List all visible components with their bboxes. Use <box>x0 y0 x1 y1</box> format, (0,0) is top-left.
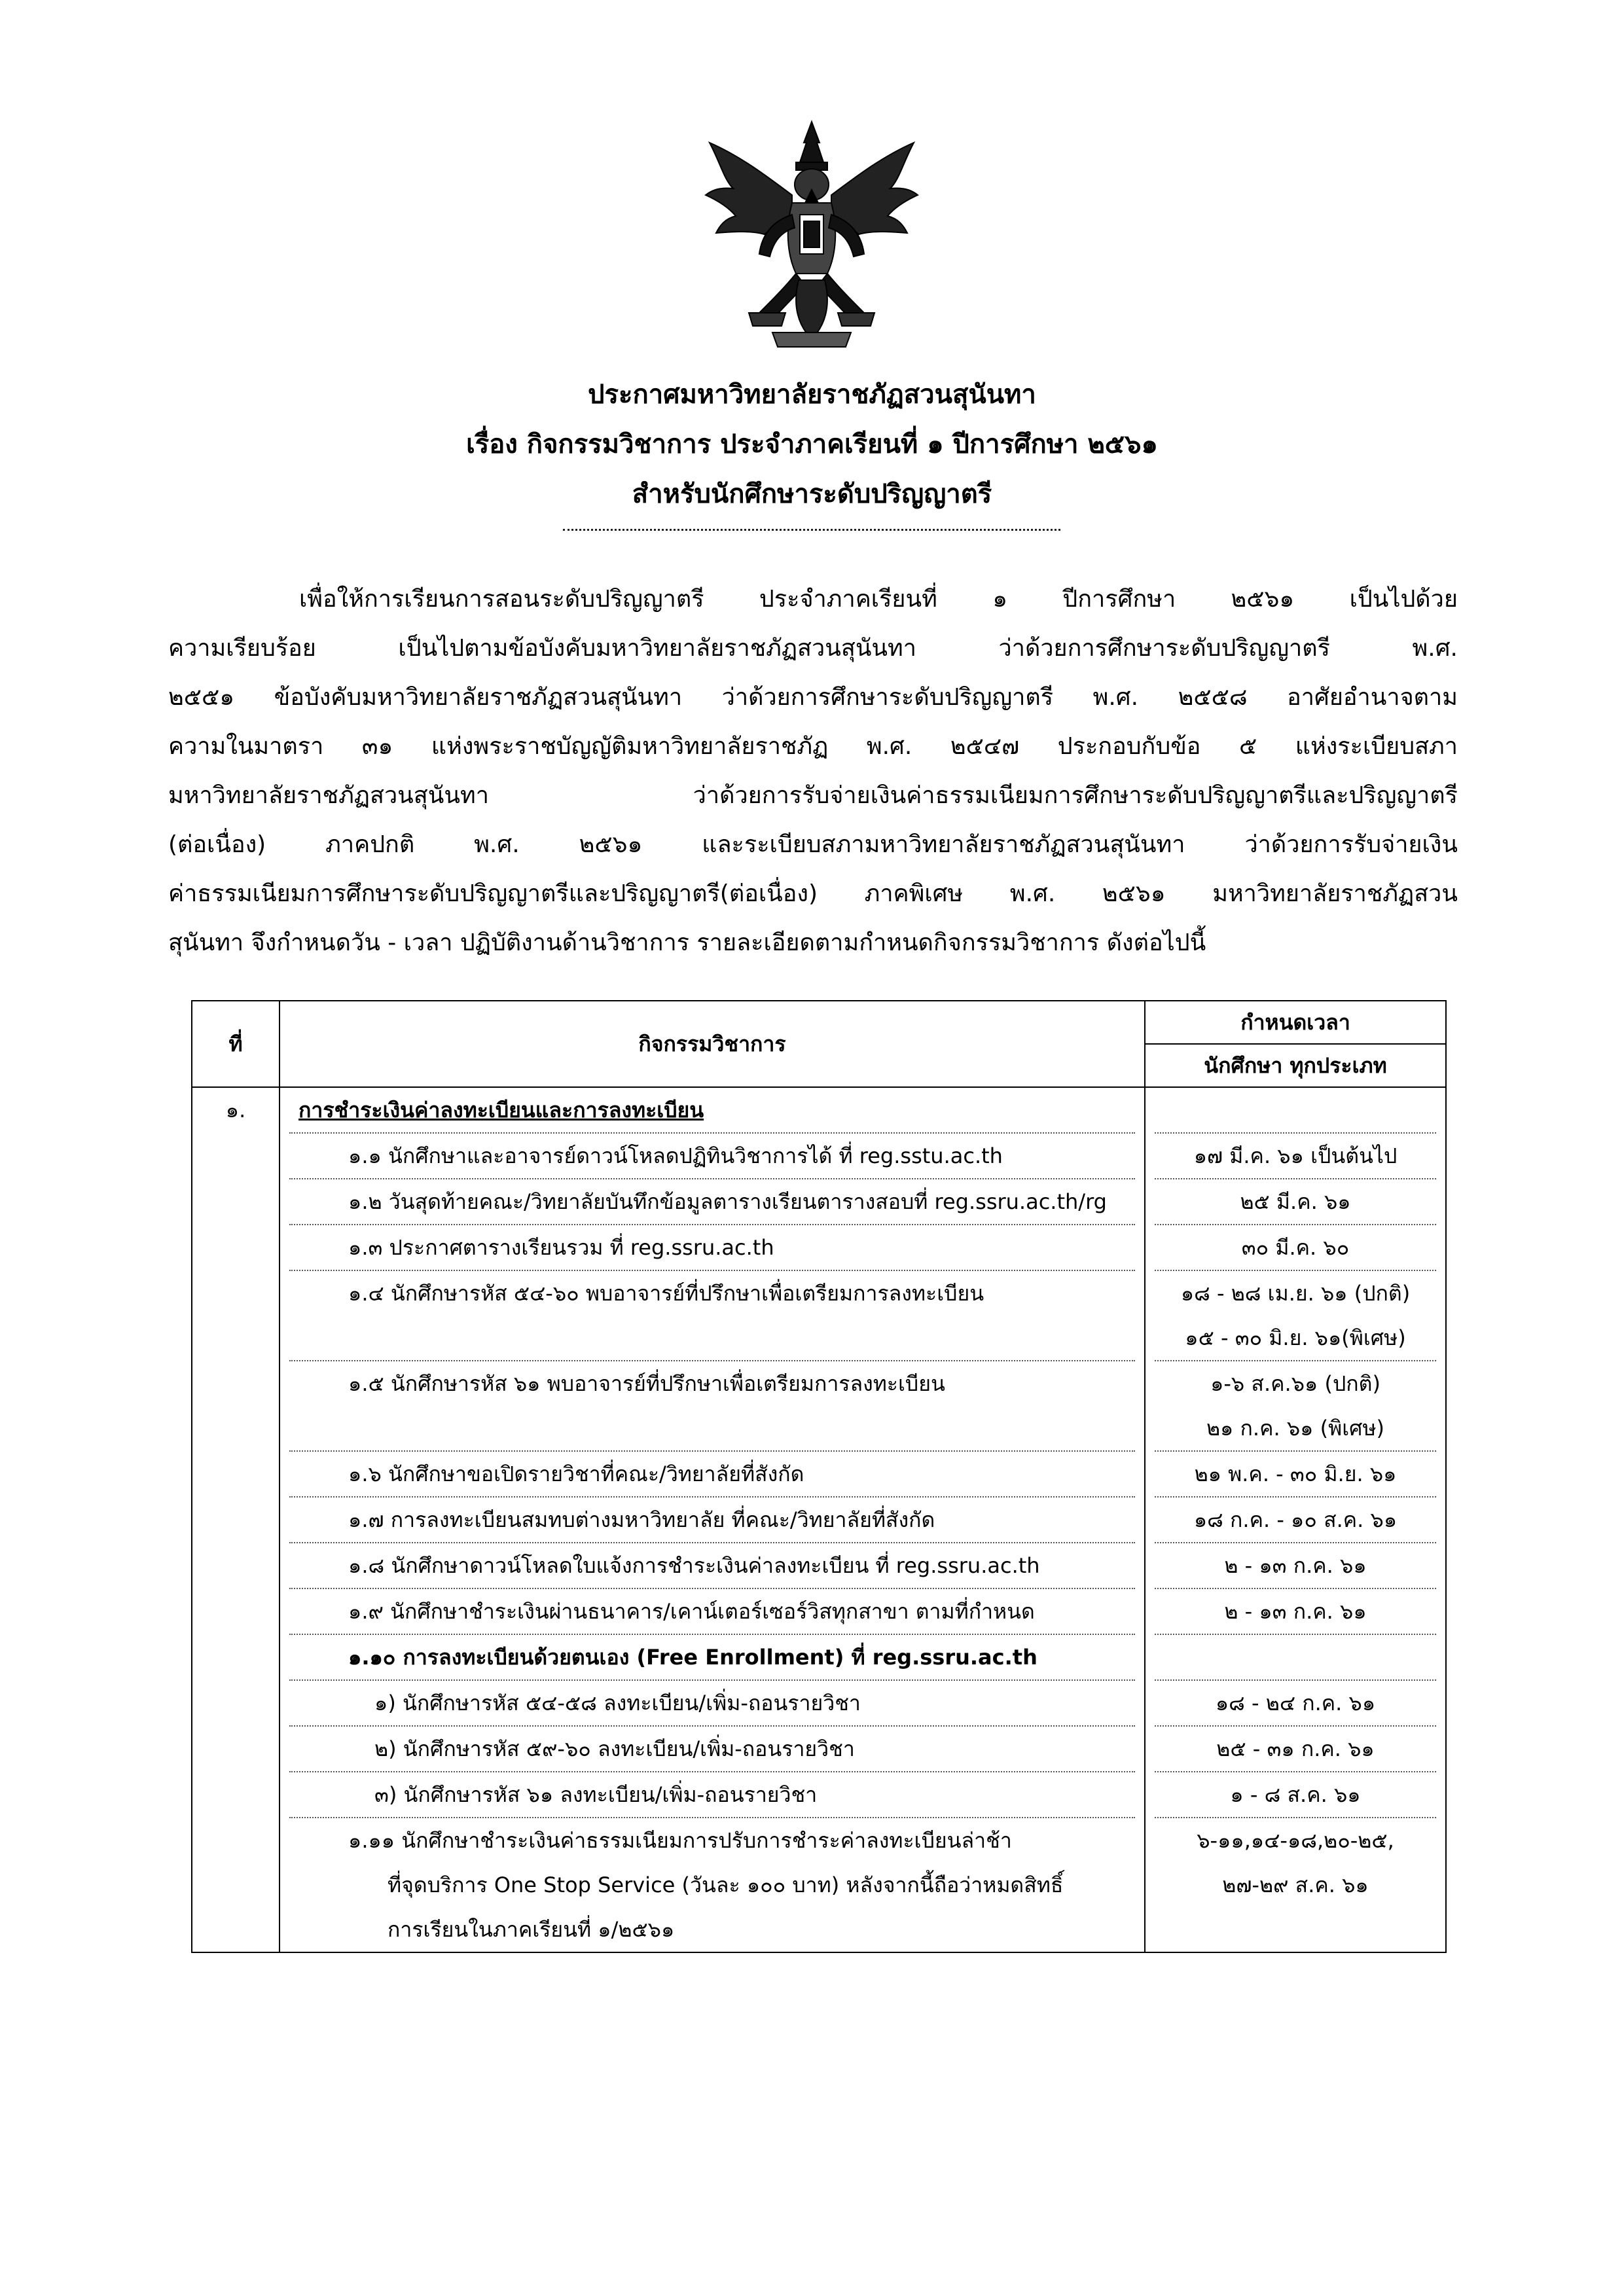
activity-line <box>289 1316 1135 1361</box>
activity-line: ๑) นักศึกษารหัส ๕๔-๕๘ ลงทะเบียน/เพิ่ม-ถอนรายวิชา <box>289 1681 1135 1727</box>
section-title: การชำระเงินค่าลงทะเบียนและการลงทะเบียน <box>289 1088 1135 1134</box>
col-header-no: ที่ <box>192 1001 280 1087</box>
paragraph-line: มหาวิทยาลัยราชภัฏสวนสุนันทา ว่าด้วยการรับจ่ายเงินค่าธรรมเนียมการศึกษาระดับปริญญาตรีและปริญญาตรี <box>168 782 1458 809</box>
time-line <box>1155 1907 1436 1952</box>
col-header-time-sub: นักศึกษา ทุกประเภท <box>1145 1044 1446 1087</box>
time-line: ๑๘ - ๒๘ เม.ย. ๖๑ (ปกติ) <box>1180 1281 1411 1306</box>
time-line: ๑๗ มี.ค. ๖๑ เป็นต้นไป <box>1155 1134 1436 1179</box>
time-line: ๒ - ๑๓ ก.ค. ๖๑ <box>1155 1589 1436 1635</box>
activity-line: ๒) นักศึกษารหัส ๕๙-๖๐ ลงทะเบียน/เพิ่ม-ถอนรายวิชา <box>289 1727 1135 1772</box>
section-number-cell <box>192 1087 280 1952</box>
activity-line: ๑.๗ การลงทะเบียนสมทบต่างมหาวิทยาลัย ที่คณะ/วิทยาลัยที่สังกัด <box>289 1498 1135 1543</box>
time-line <box>1155 1635 1436 1681</box>
time-line: ๑๘ ก.ค. - ๑๐ ส.ค. ๖๑ <box>1155 1498 1436 1543</box>
activity-line: ๑.๒ วันสุดท้ายคณะ/วิทยาลัยบันทึกข้อมูลตารางเรียนตารางสอบที่ reg.ssru.ac.th/rg <box>289 1179 1135 1225</box>
activity-line: ๑.๘ นักศึกษาดาวน์โหลดใบแจ้งการชำระเงินค่าลงทะเบียน ที่ reg.ssru.ac.th <box>289 1543 1135 1589</box>
heading-subject: เรื่อง กิจกรรมวิชาการ ประจำภาคเรียนที่ ๑ ปีการศึกษา ๒๕๖๑ <box>466 429 1158 459</box>
paragraph-line: ความในมาตรา ๓๑ แห่งพระราชบัญญัติมหาวิทยาลัยราชภัฏ พ.ศ. ๒๕๔๗ ประกอบกับข้อ ๕ แห่งระเบียบสภา <box>168 733 1458 760</box>
time-line: ๒๗-๒๙ ส.ค. ๖๑ <box>1222 1873 1369 1897</box>
time-line: ๓๐ มี.ค. ๖๐ <box>1155 1225 1436 1271</box>
activity-line: ๑.๔ นักศึกษารหัส ๕๔-๖๐ พบอาจารย์ที่ปรึกษาเพื่อเตรียมการลงทะเบียน <box>348 1281 984 1306</box>
time-line: ๑๘ - ๒๔ ก.ค. ๖๑ <box>1155 1681 1436 1727</box>
heading-audience: สำหรับนักศึกษาระดับปริญญาตรี <box>632 479 992 509</box>
time-line: ๒๕ - ๓๑ ก.ค. ๖๑ <box>1155 1727 1436 1772</box>
activity-line: ๑.๕ นักศึกษารหัส ๖๑ พบอาจารย์ที่ปรึกษาเพื่อเตรียมการลงทะเบียน <box>348 1371 945 1396</box>
activity-line: ๑.๙ นักศึกษาชำระเงินผ่านธนาคาร/เคาน์เตอร์เซอร์วิสทุกสาขา ตามที่กำหนด <box>289 1589 1135 1635</box>
heading-dotted-rule <box>563 529 1060 531</box>
paragraph-line: ความเรียบร้อย เป็นไปตามข้อบังคับมหาวิทยาลัยราชภัฏสวนสุนันทา ว่าด้วยการศึกษาระดับปริญญาตรี พ.ศ. <box>168 635 1458 662</box>
garuda-emblem-icon <box>694 117 929 352</box>
table-row <box>192 1087 1446 1952</box>
paragraph-line: เพื่อให้การเรียนการสอนระดับปริญญาตรี ประจำภาคเรียนที่ ๑ ปีการศึกษา ๒๕๖๑ เป็นไปด้วย <box>299 586 1458 613</box>
activity-line: ที่จุดบริการ One Stop Service (วันละ ๑๐๐ บาท) หลังจากนี้ถือว่าหมดสิทธิ์ <box>388 1873 1064 1897</box>
activity-line: ๑.๑๐ การลงทะเบียนด้วยตนเอง (Free Enrollment) ที่ reg.ssru.ac.th <box>289 1635 1135 1681</box>
time-line: ๒๕ มี.ค. ๖๑ <box>1155 1179 1436 1225</box>
academic-activities-table <box>191 1000 1447 1953</box>
activity-line: ๑.๖ นักศึกษาขอเปิดรายวิชาที่คณะ/วิทยาลัยที่สังกัด <box>289 1452 1135 1498</box>
col-header-time: กำหนดเวลา <box>1145 1001 1446 1044</box>
activity-line: การเรียนในภาคเรียนที่ ๑/๒๕๖๑ <box>388 1917 675 1942</box>
section-number: ๑. <box>225 1098 246 1122</box>
announcement-heading <box>0 370 1624 519</box>
activity-line: ๓) นักศึกษารหัส ๖๑ ลงทะเบียน/เพิ่ม-ถอนรายวิชา <box>289 1772 1135 1818</box>
time-blank <box>1155 1088 1436 1134</box>
activity-line: ๑.๑ นักศึกษาและอาจารย์ดาวน์โหลดปฏิทินวิชาการได้ ที่ reg.sstu.ac.th <box>289 1134 1135 1179</box>
time-line: ๖-๑๑,๑๔-๑๘,๒๐-๒๕, <box>1197 1828 1394 1853</box>
time-line: ๑-๖ ส.ค.๖๑ (ปกติ) <box>1210 1371 1380 1396</box>
activity-line <box>289 1406 1135 1452</box>
paragraph-line: ค่าธรรมเนียมการศึกษาระดับปริญญาตรีและปริญญาตรี(ต่อเนื่อง) ภาคพิเศษ พ.ศ. ๒๕๖๑ มหาวิทยาลัยราชภัฏสวน <box>168 880 1458 907</box>
col-header-activity: กิจกรรมวิชาการ <box>280 1001 1145 1087</box>
activity-cell <box>280 1087 1145 1952</box>
paragraph-line: (ต่อเนื่อง) ภาคปกติ พ.ศ. ๒๕๖๑ และระเบียบสภามหาวิทยาลัยราชภัฏสวนสุนันทา ว่าด้วยการรับจ่ายเงิน <box>168 831 1458 858</box>
paragraph-line: สุนันทา จึงกำหนดวัน - เวลา ปฏิบัติงานด้านวิชาการ รายละเอียดตามกำหนดกิจกรรมวิชาการ ดังต่อไปนี้ <box>168 929 1206 956</box>
time-line: ๑ - ๘ ส.ค. ๖๑ <box>1155 1772 1436 1818</box>
time-cell <box>1145 1087 1446 1952</box>
activity-line: ๑.๑๑ นักศึกษาชำระเงินค่าธรรมเนียมการปรับการชำระค่าลงทะเบียนล่าช้า <box>348 1828 1012 1853</box>
time-line: ๑๕ - ๓๐ มิ.ย. ๖๑(พิเศษ) <box>1155 1316 1436 1361</box>
time-line: ๒๑ พ.ค. - ๓๐ มิ.ย. ๖๑ <box>1155 1452 1436 1498</box>
heading-title: ประกาศมหาวิทยาลัยราชภัฏสวนสุนันทา <box>588 380 1036 410</box>
time-line: ๒๑ ก.ค. ๖๑ (พิเศษ) <box>1155 1406 1436 1452</box>
activity-line: ๑.๓ ประกาศตารางเรียนรวม ที่ reg.ssru.ac.th <box>289 1225 1135 1271</box>
paragraph-line: ๒๕๕๑ ข้อบังคับมหาวิทยาลัยราชภัฏสวนสุนันทา ว่าด้วยการศึกษาระดับปริญญาตรี พ.ศ. ๒๕๕๘ อาศัยอำนาจตาม <box>168 684 1458 711</box>
time-line: ๒ - ๑๓ ก.ค. ๖๑ <box>1155 1543 1436 1589</box>
